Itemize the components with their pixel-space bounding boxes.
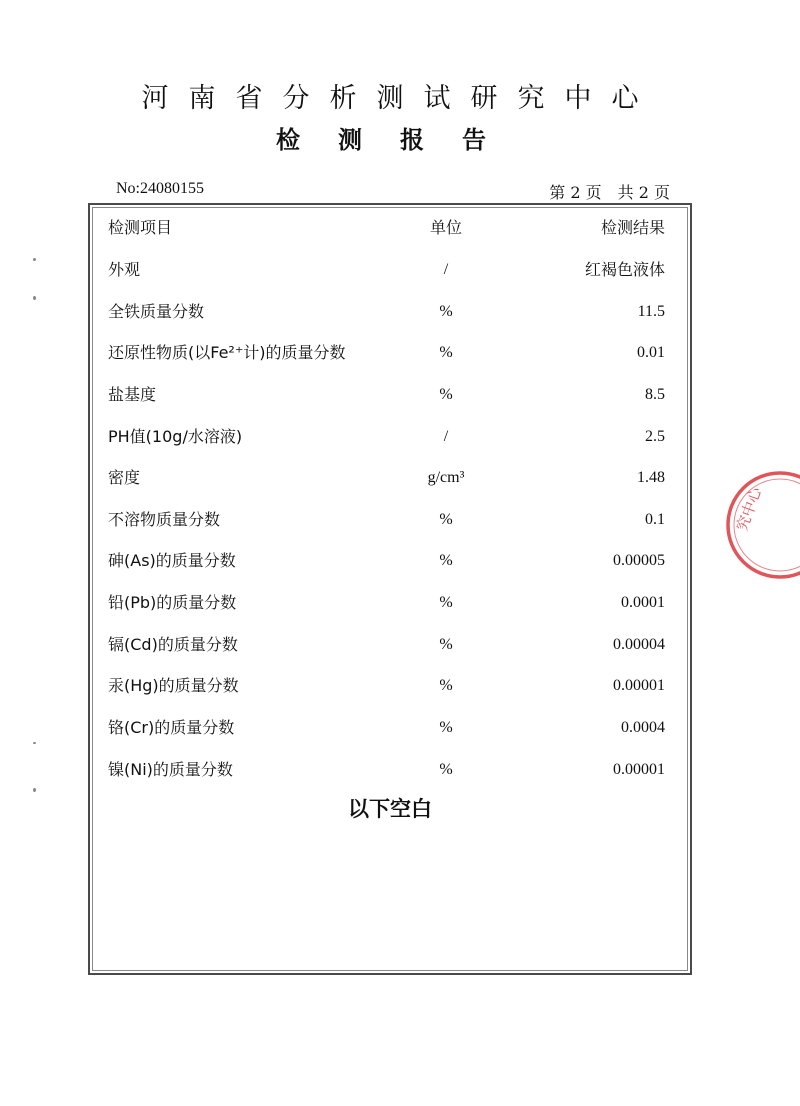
blank-below-note: 以下空白 xyxy=(348,797,432,821)
item-result: 0.0004 xyxy=(621,719,665,736)
item-result: 红褐色液体 xyxy=(584,260,665,279)
item-unit: % xyxy=(439,761,453,778)
item-name: 还原性物质(以Fe²⁺计)的质量分数 xyxy=(108,343,346,362)
results-table xyxy=(88,203,692,975)
column-header-unit: 单位 xyxy=(429,218,462,237)
official-seal-stamp xyxy=(722,468,800,582)
item-unit: % xyxy=(439,594,453,611)
item-result: 0.00004 xyxy=(613,636,665,653)
item-unit: g/cm³ xyxy=(427,469,465,486)
item-result: 1.48 xyxy=(637,469,665,486)
item-unit: % xyxy=(439,636,453,653)
table-header-row xyxy=(90,216,690,240)
item-unit: / xyxy=(443,428,449,445)
table-row xyxy=(90,716,690,740)
seal-text: 究中心 xyxy=(732,484,766,534)
item-unit: / xyxy=(443,261,449,278)
item-unit: % xyxy=(439,719,453,736)
item-result: 0.01 xyxy=(637,344,665,361)
item-name: 盐基度 xyxy=(108,385,157,404)
item-name: 密度 xyxy=(108,468,141,487)
item-result: 0.1 xyxy=(645,511,665,528)
table-row xyxy=(90,758,690,782)
item-name: 外观 xyxy=(108,260,141,279)
item-name: 汞(Hg)的质量分数 xyxy=(108,676,239,695)
table-row xyxy=(90,674,690,698)
organization-name: 河南省分析测试研究中心 xyxy=(141,83,659,114)
item-name: 铅(Pb)的质量分数 xyxy=(108,593,237,612)
table-row xyxy=(90,633,690,657)
item-unit: % xyxy=(439,677,453,694)
item-result: 0.00005 xyxy=(613,552,665,569)
page-indicator: 第 2 页 共 2 页 xyxy=(549,183,670,202)
table-row xyxy=(90,383,690,407)
scan-speck xyxy=(33,296,36,300)
item-unit: % xyxy=(439,386,453,403)
item-result: 11.5 xyxy=(637,303,665,320)
table-row xyxy=(90,258,690,282)
item-unit: % xyxy=(439,344,453,361)
item-result: 0.0001 xyxy=(621,594,665,611)
column-header-item: 检测项目 xyxy=(108,218,173,237)
table-row xyxy=(90,341,690,365)
item-unit: % xyxy=(439,511,453,528)
report-number: No:24080155 xyxy=(116,180,204,197)
table-row xyxy=(90,508,690,532)
scan-speck xyxy=(33,258,36,261)
item-result: 2.5 xyxy=(645,428,665,445)
table-row xyxy=(90,425,690,449)
item-unit: % xyxy=(439,303,453,320)
report-title: 检测报告 xyxy=(276,126,524,154)
item-name: 砷(As)的质量分数 xyxy=(108,551,236,570)
column-header-result: 检测结果 xyxy=(600,218,665,237)
item-name: 不溶物质量分数 xyxy=(108,510,221,529)
scan-speck xyxy=(33,788,36,792)
item-result: 8.5 xyxy=(645,386,665,403)
item-name: PH值(10g/水溶液) xyxy=(108,427,243,446)
table-row xyxy=(90,466,690,490)
item-name: 全铁质量分数 xyxy=(108,302,205,321)
item-result: 0.00001 xyxy=(613,761,665,778)
table-row xyxy=(90,591,690,615)
item-name: 镉(Cd)的质量分数 xyxy=(108,635,238,654)
table-row xyxy=(90,549,690,573)
scan-speck xyxy=(33,742,36,744)
item-unit: % xyxy=(439,552,453,569)
item-name: 镍(Ni)的质量分数 xyxy=(108,760,233,779)
item-name: 铬(Cr)的质量分数 xyxy=(108,718,235,737)
item-result: 0.00001 xyxy=(613,677,665,694)
table-row xyxy=(90,300,690,324)
